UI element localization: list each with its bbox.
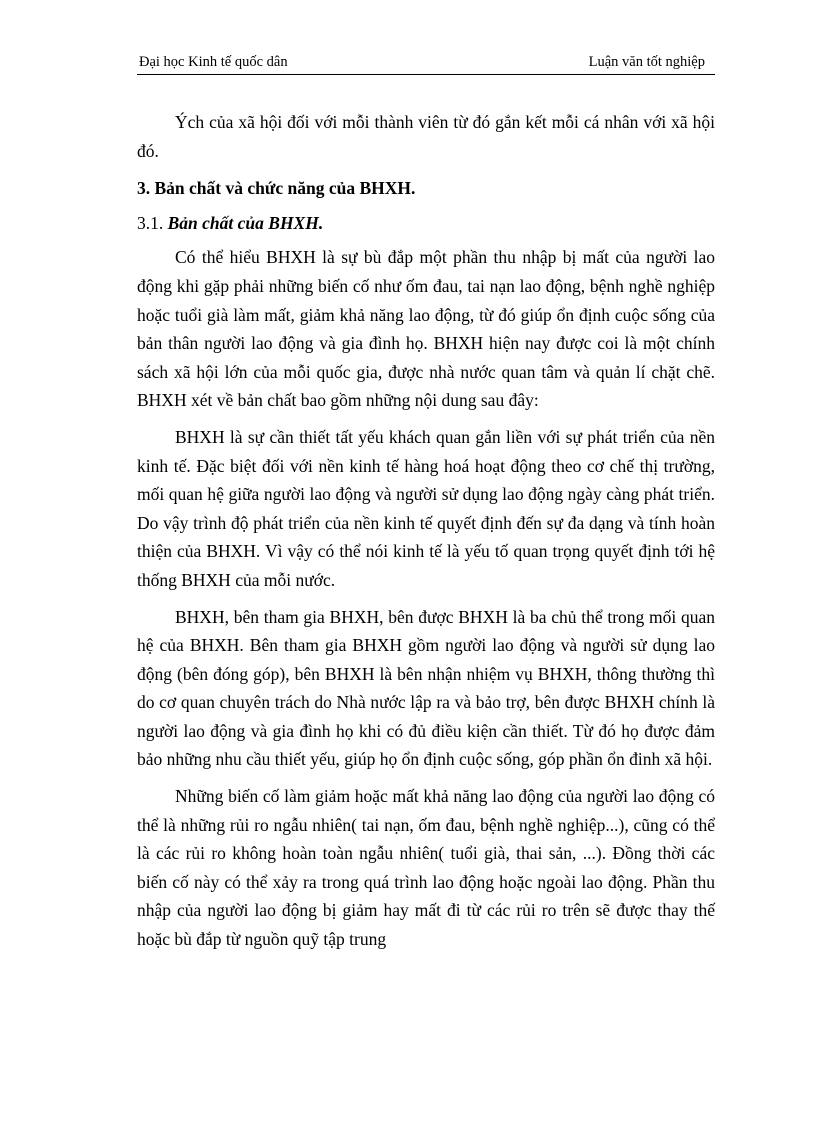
body-paragraph: BHXH, bên tham gia BHXH, bên được BHXH là ba chủ thể trong mối quan hệ của BHXH. Bên tham gia BHXH gồm người lao động và người sử dụng lao động (bên đóng góp), bên BHXH là bên nhận nhiệm vụ BHXH, thông thường thì do cơ quan chuyên trách do Nhà nước lập ra và bảo trợ, bên được BHXH chính là người lao động và gia đình họ khi có đủ điều kiện cần thiết. Từ đó họ được đảm bảo những nhu cầu thiết yếu, giúp họ ổn định cuộc sống, góp phần ổn đinh xã hội.	[137, 606, 715, 770]
section-heading: 3. Bản chất và chức năng của BHXH.	[137, 178, 416, 199]
body-paragraph: Những biến cố làm giảm hoặc mất khả năng lao động của người lao động có thể là những rủi ro ngẫu nhiên( tai nạn, ốm đau, bệnh nghề nghiệp...), cũng có thể là các rủi ro không hoàn toàn ngẫu nhiên( tuổi già, thai sản, ...). Đồng thời các biến cố này có thể xảy ra trong quá trình lao động hoặc ngoài lao động. Phần thu nhập của người lao động bị giảm hay mất đi từ các rủi ro trên sẽ được thay thế hoặc bù đắp từ nguồn quỹ tập trung	[137, 786, 715, 950]
body-paragraph: Có thể hiểu BHXH là sự bù đắp một phần thu nhập bị mất của người lao động khi gặp phải những biến cố như ốm đau, tai nạn lao động, bệnh nghề nghiệp hoặc tuổi già làm mất, giảm khả năng lao động, từ đó giúp ổn định cuộc sống của bản thân người lao động và gia đình họ. BHXH hiện nay được coi là một chính sách xã hội lớn của mỗi quốc gia, được nhà nước quan tâm và quản lí chặt chẽ. BHXH xét về bản chất bao gồm những nội dung sau đây:	[137, 247, 715, 411]
subsection-title: Bản chất của BHXH.	[167, 212, 324, 233]
subsection-heading	[137, 209, 715, 238]
intro-paragraph: Ých của xã hội đối với mỗi thành viên từ đó gắn kết mỗi cá nhân với xã hội đó.	[137, 112, 715, 161]
subsection-number: 3.1.	[137, 212, 164, 233]
document-body	[137, 108, 715, 954]
header-document-type: Luận văn tốt nghiệp	[588, 54, 705, 70]
body-paragraph: BHXH là sự cần thiết tất yếu khách quan gắn liền với sự phát triển của nền kinh tế. Đặc biệt đối với nền kinh tế hàng hoá hoạt động theo cơ chế thị trường, mối quan hệ giữa người lao động và người sử dụng lao động ngày càng phát triển. Do vậy trình độ phát triển của nền kinh tế quyết định đến sự đa dạng và tính hoàn thiện của BHXH. Vì vậy có thể nói kinh tế là yếu tố quan trọng quyết định tới hệ thống BHXH của mỗi nước.	[137, 426, 715, 590]
header-institution: Đại học Kinh tế quốc dân	[139, 54, 288, 70]
page-header	[137, 52, 715, 75]
